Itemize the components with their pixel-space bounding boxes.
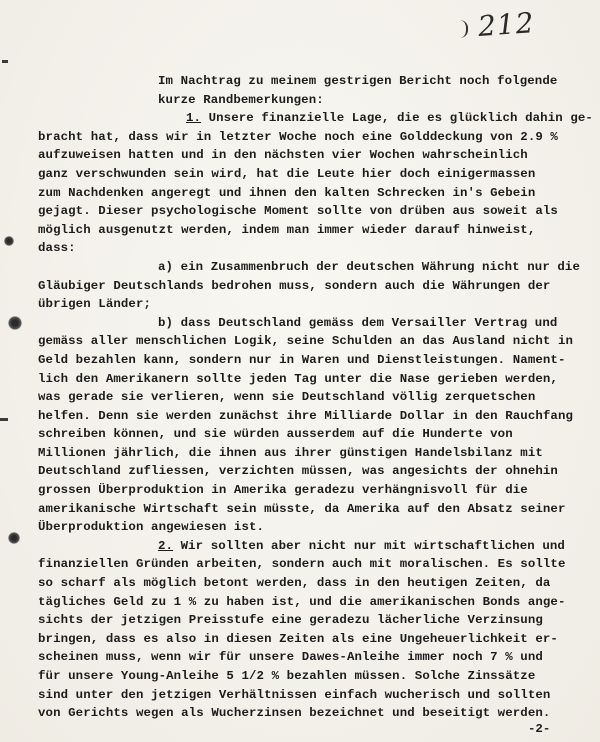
text-line: b) dass Deutschland gemäss dem Versailler Vertrag und bbox=[158, 315, 558, 330]
text-line: Deutschland zufliessen, verzichten müssen, was angesichts der ohnehin bbox=[38, 464, 558, 479]
text-line: helfen. Denn sie werden zunächst ihre Milliarde Dollar in den Rauchfang bbox=[38, 408, 574, 423]
text-line bbox=[38, 109, 593, 128]
section-number: 2. bbox=[158, 538, 174, 553]
text-line: lich den Amerikanern sollte jeden Tag unter die Nase gerieben werden, bbox=[38, 371, 558, 386]
punch-hole bbox=[8, 532, 20, 544]
text-line: bracht hat, dass wir in letzter Woche noch eine Golddeckung von 2.9 % bbox=[38, 129, 558, 144]
binding-mark bbox=[2, 60, 8, 63]
text-line: von Gerichts wegen als Wucherzinsen bezeichnet und beseitigt werden. bbox=[38, 706, 551, 721]
text-line: bringen, dass es also in diesen Zeiten als eine Ungeheuerlichkeit er- bbox=[38, 631, 558, 646]
letter-body bbox=[38, 72, 593, 723]
text-line: möglich ausgenutzt werden, indem man immer wieder darauf hinweist, bbox=[38, 222, 536, 237]
text-line: was gerade sie verlieren, wenn sie Deutschland völlig zerquetschen bbox=[38, 390, 536, 405]
text-line: grossen Überproduktion in Amerika geradezu verhängnisvoll für die bbox=[38, 483, 528, 498]
text-fragment: Unsere finanzielle Lage, die es glücklich dahin ge- bbox=[201, 111, 593, 126]
text-line: so scharf als möglich betont werden, dass in den heutigen Zeiten, da bbox=[38, 576, 551, 591]
pen-stroke-mark bbox=[460, 20, 468, 38]
text-line: finanziellen Gründen arbeiten, sondern auch mit moralischen. Es sollte bbox=[38, 557, 566, 572]
text-line: zum Nachdenken angeregt und ihnen den kalten Schrecken in's Gebein bbox=[38, 185, 536, 200]
text-line: sichts der jetzigen Preisstufe eine geradezu lächerliche Verzinsung bbox=[38, 613, 543, 628]
text-line: übrigen Länder; bbox=[38, 297, 152, 312]
text-line: schreiben können, und sie würden ausserdem auf die Hunderte von bbox=[38, 427, 513, 442]
text-line: tägliches Geld zu 1 % zu haben ist, und die amerikanischen Bonds ange- bbox=[38, 594, 566, 609]
text-line: ganz verschwunden sein wird, hat die Leute hier doch einigermassen bbox=[38, 166, 536, 181]
text-line: Überproduktion angewiesen ist. bbox=[38, 520, 265, 535]
text-line: kurze Randbemerkungen: bbox=[158, 92, 324, 107]
text-line: Geld bezahlen kann, sondern nur in Waren und Dienstleistungen. Nament- bbox=[38, 352, 566, 367]
punch-hole bbox=[4, 236, 14, 246]
section-number: 1. bbox=[186, 111, 202, 126]
text-line: scheinen muss, wenn wir für unsere Dawes-Anleihe immer noch 7 % und bbox=[38, 650, 543, 665]
text-line: amerikanische Wirtschaft sein müsste, da Amerika auf den Absatz seiner bbox=[38, 501, 566, 516]
folio-number: 212 bbox=[476, 6, 536, 43]
text-line: gemäss aller menschlichen Logik, seine Schulden an das Ausland nicht in bbox=[38, 334, 574, 349]
page-number: -2- bbox=[528, 722, 551, 736]
text-line: Gläubiger Deutschlands bedrohen muss, sondern auch die Währungen der bbox=[38, 278, 551, 293]
text-line: dass: bbox=[38, 241, 76, 256]
text-line: sind unter den jetzigen Verhältnissen einfach wucherisch und sollten bbox=[38, 687, 551, 702]
text-fragment: Wir sollten aber nicht nur mit wirtschaftlichen und bbox=[173, 538, 565, 553]
text-line: aufzuweisen hatten und in den nächsten vier Wochen wahrscheinlich bbox=[38, 148, 528, 163]
text-line: für unsere Young-Anleihe 5 1/2 % bezahlen müssen. Solche Zinssätze bbox=[38, 669, 536, 683]
punch-hole bbox=[8, 316, 22, 330]
text-line bbox=[38, 537, 578, 556]
text-line: Millionen jährlich, die ihnen aus ihrer günstigen Handelsbilanz mit bbox=[38, 445, 543, 460]
binding-mark bbox=[0, 418, 8, 421]
text-line: Im Nachtrag zu meinem gestrigen Bericht noch folgende bbox=[158, 74, 558, 88]
text-line: gejagt. Dieser psychologische Moment sollte von drüben aus soweit als bbox=[38, 204, 558, 219]
text-line: a) ein Zusammenbruch der deutschen Währung nicht nur die bbox=[158, 259, 580, 274]
